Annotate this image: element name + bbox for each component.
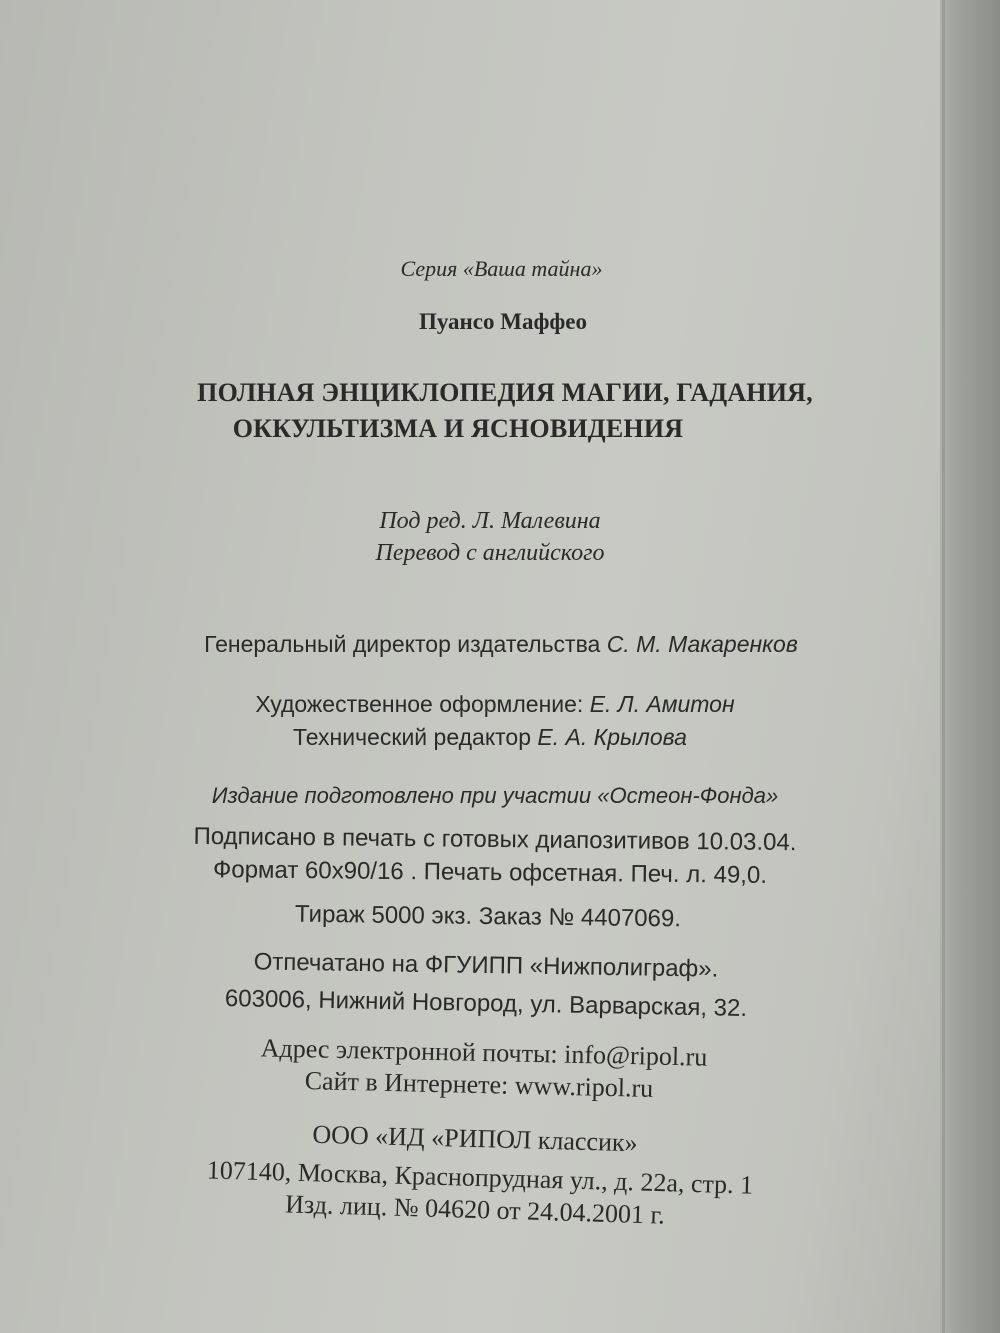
tech-editor-label: Технический редактор: [293, 724, 532, 750]
book-title-line-1: ПОЛНАЯ ЭНЦИКЛОПЕДИЯ МАГИИ, ГАДАНИЯ,: [197, 378, 813, 407]
editor-line: Под ред. Л. Малевина: [379, 508, 601, 534]
imprint-signed: Подписано в печать с готовых диапозитивов 10.03.04.: [193, 822, 797, 857]
participation-line: Издание подготовлено при участии «Остеон-Фонда»: [211, 783, 779, 808]
translation-line: Перевод с английского: [375, 540, 605, 566]
art-design-label: Художественное оформление:: [255, 691, 584, 717]
contact-site: Сайт в Интернете: www.ripol.ru: [304, 1066, 654, 1103]
art-design-line: [0, 691, 990, 718]
book-title-line-2: ОККУЛЬТИЗМА И ЯСНОВИДЕНИЯ: [232, 414, 684, 443]
director-name: С. М. Макаренков: [606, 631, 798, 657]
imprint-run: Тираж 5000 экз. Заказ № 4407069.: [294, 900, 682, 933]
director-line: [0, 631, 1000, 658]
tech-editor-line: [0, 724, 980, 751]
contact-email: Адрес электронной почты: info@ripol.ru: [260, 1033, 708, 1072]
series-line: Серия «Ваша тайна»: [400, 256, 603, 281]
imprint-format: Формат 60x90/16 . Печать офсетная. Печ. л. 49,0.: [212, 856, 768, 889]
director-label: Генеральный директор издательства: [204, 631, 601, 657]
art-design-name: Е. Л. Амитон: [589, 691, 735, 717]
page-edge: [940, 0, 1000, 1333]
publisher-license: Изд. лиц. № 04620 от 24.04.2001 г.: [284, 1189, 666, 1230]
tech-editor-name: Е. А. Крылова: [537, 724, 687, 750]
author-name: Пуансо Маффео: [418, 309, 588, 334]
printer-line-2: 603006, Нижний Новгород, ул. Варварская, 32.: [224, 984, 748, 1023]
publisher-name: ООО «ИД «РИПОЛ классик»: [312, 1119, 638, 1158]
publisher-address: 107140, Москва, Краснопрудная ул., д. 22а, стр. 1: [206, 1155, 754, 1200]
printer-line-1: Отпечатано на ФГУИПП «Нижполиграф».: [253, 948, 719, 983]
